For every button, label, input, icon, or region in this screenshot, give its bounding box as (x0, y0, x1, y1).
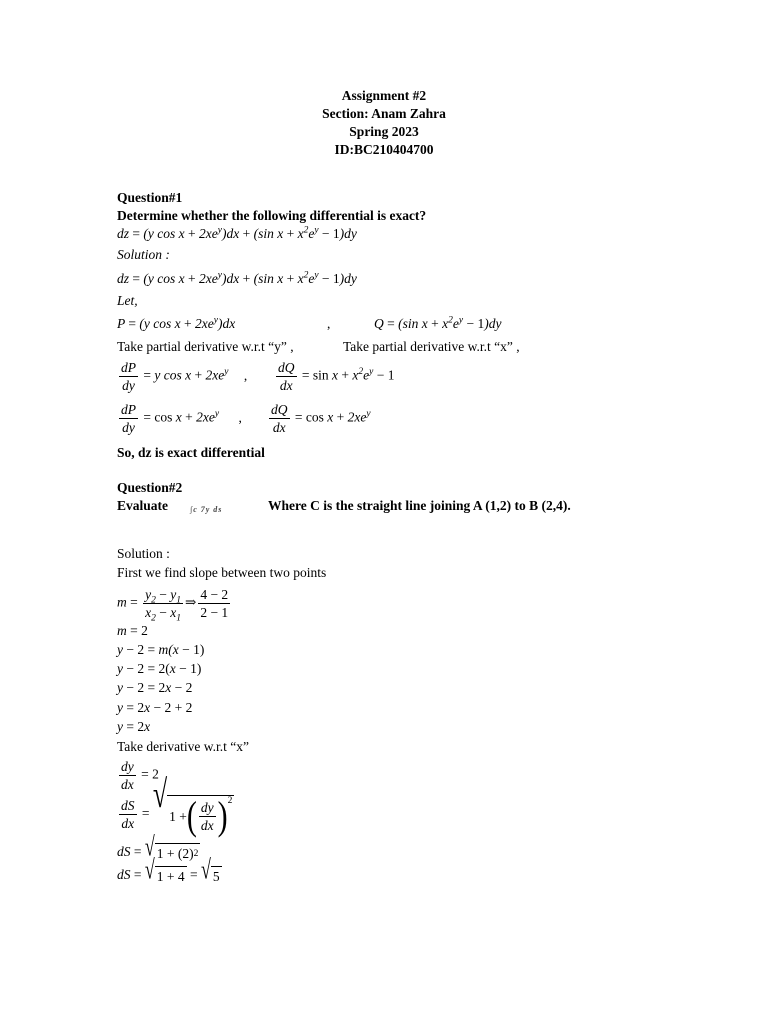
q2-ds-dx: $\frac{dS}{dx}$ = √ 1 + ( $\frac{dy}{dx}$ ) 2 (121, 772, 233, 839)
q2-step-m: m = 2 (117, 623, 148, 638)
q1-partial-text-y: Take partial derivative w.r.t “y” , (117, 339, 294, 354)
q1-dq-dx-second: $\frac{dQ}{dx}$ = $\cos x + 2xe^y$ (271, 402, 371, 435)
integral-image: ∫c 7y ds (190, 504, 223, 514)
q1-equation-restated: dz = (y $\cos x + 2xe^y)dx + (\sin$ $x + x^2e^y - 1)dy$ (117, 270, 357, 286)
q2-solution-label: Solution : (117, 546, 170, 561)
q1-dq-dx-first: $\frac{dQ}{dx}$ = $\sin x + x^2e^y - 1$ (278, 360, 395, 393)
q2-step-expand: y − 2 = 2x − 2 (117, 680, 193, 695)
q1-q-definition: Q = (sin $x + x^2e^y - 1)dy$ (374, 315, 502, 331)
q1-dp-dy-second: $\frac{dP}{dy}$ = $\cos x + 2xe^y$ , (121, 402, 242, 435)
student-id: ID:BC210404700 (334, 142, 434, 157)
q1-conclusion: So, dz is exact differential (117, 445, 265, 460)
q1-solution-label: Solution : (117, 247, 170, 262)
q1-dp-dy-first: $\frac{dP}{dy}$ = y $\cos x + 2xe^y$ , (121, 360, 248, 393)
q2-slope-formula: m = $\frac{y_2 - y_1}{x_2 - x_1}$ ⇒ $\frac{4 - 2}{2 - 1}$ (117, 587, 229, 624)
q1-prompt: Determine whether the following differential is exact? (117, 208, 427, 223)
q1-partial-text-x: Take partial derivative w.r.t “x” , (343, 339, 520, 354)
q2-slope-text: First we find slope between two points (117, 565, 327, 580)
q2-ds-step2: dS = √ 1 + 4 = √ 5 (117, 854, 220, 885)
q2-prompt-rest: Where C is the straight line joining A (1,2) to B (2,4). (268, 498, 571, 513)
q2-step-result: y = 2x (117, 719, 151, 734)
q2-heading: Question#2 (117, 480, 183, 495)
q2-step-substitute: y − 2 = 2(x − 1) (117, 661, 202, 676)
q2-step-rearrange: y = 2x − 2 + 2 (117, 700, 193, 715)
assignment-title: Assignment #2 (341, 88, 427, 103)
q2-evaluate-label: Evaluate (117, 498, 169, 513)
section-line: Section: Anam Zahra (322, 106, 446, 121)
q1-equation: dz = (y $\cos x + 2xe^y)dx + (\sin$ $x + x^2e^y - 1)dy$ (117, 225, 357, 241)
q2-step-point-slope: y − 2 = m(x − 1) (117, 642, 205, 657)
q1-comma: , (327, 316, 331, 331)
q1-p-definition: P = (y $\cos x + 2xe^y)dx$ (117, 315, 236, 331)
q2-derivative-text: Take derivative w.r.t “x” (117, 739, 249, 754)
q1-let-label: Let, (117, 293, 138, 308)
q1-heading: Question#1 (117, 190, 183, 205)
q2-ds-step1: dS = √ 1 + (2) 2 (117, 831, 199, 862)
term-line: Spring 2023 (349, 124, 419, 139)
q2-dy-dx: $\frac{dy}{dx}$ = 2 (121, 759, 159, 792)
q2-prompt (117, 497, 571, 515)
